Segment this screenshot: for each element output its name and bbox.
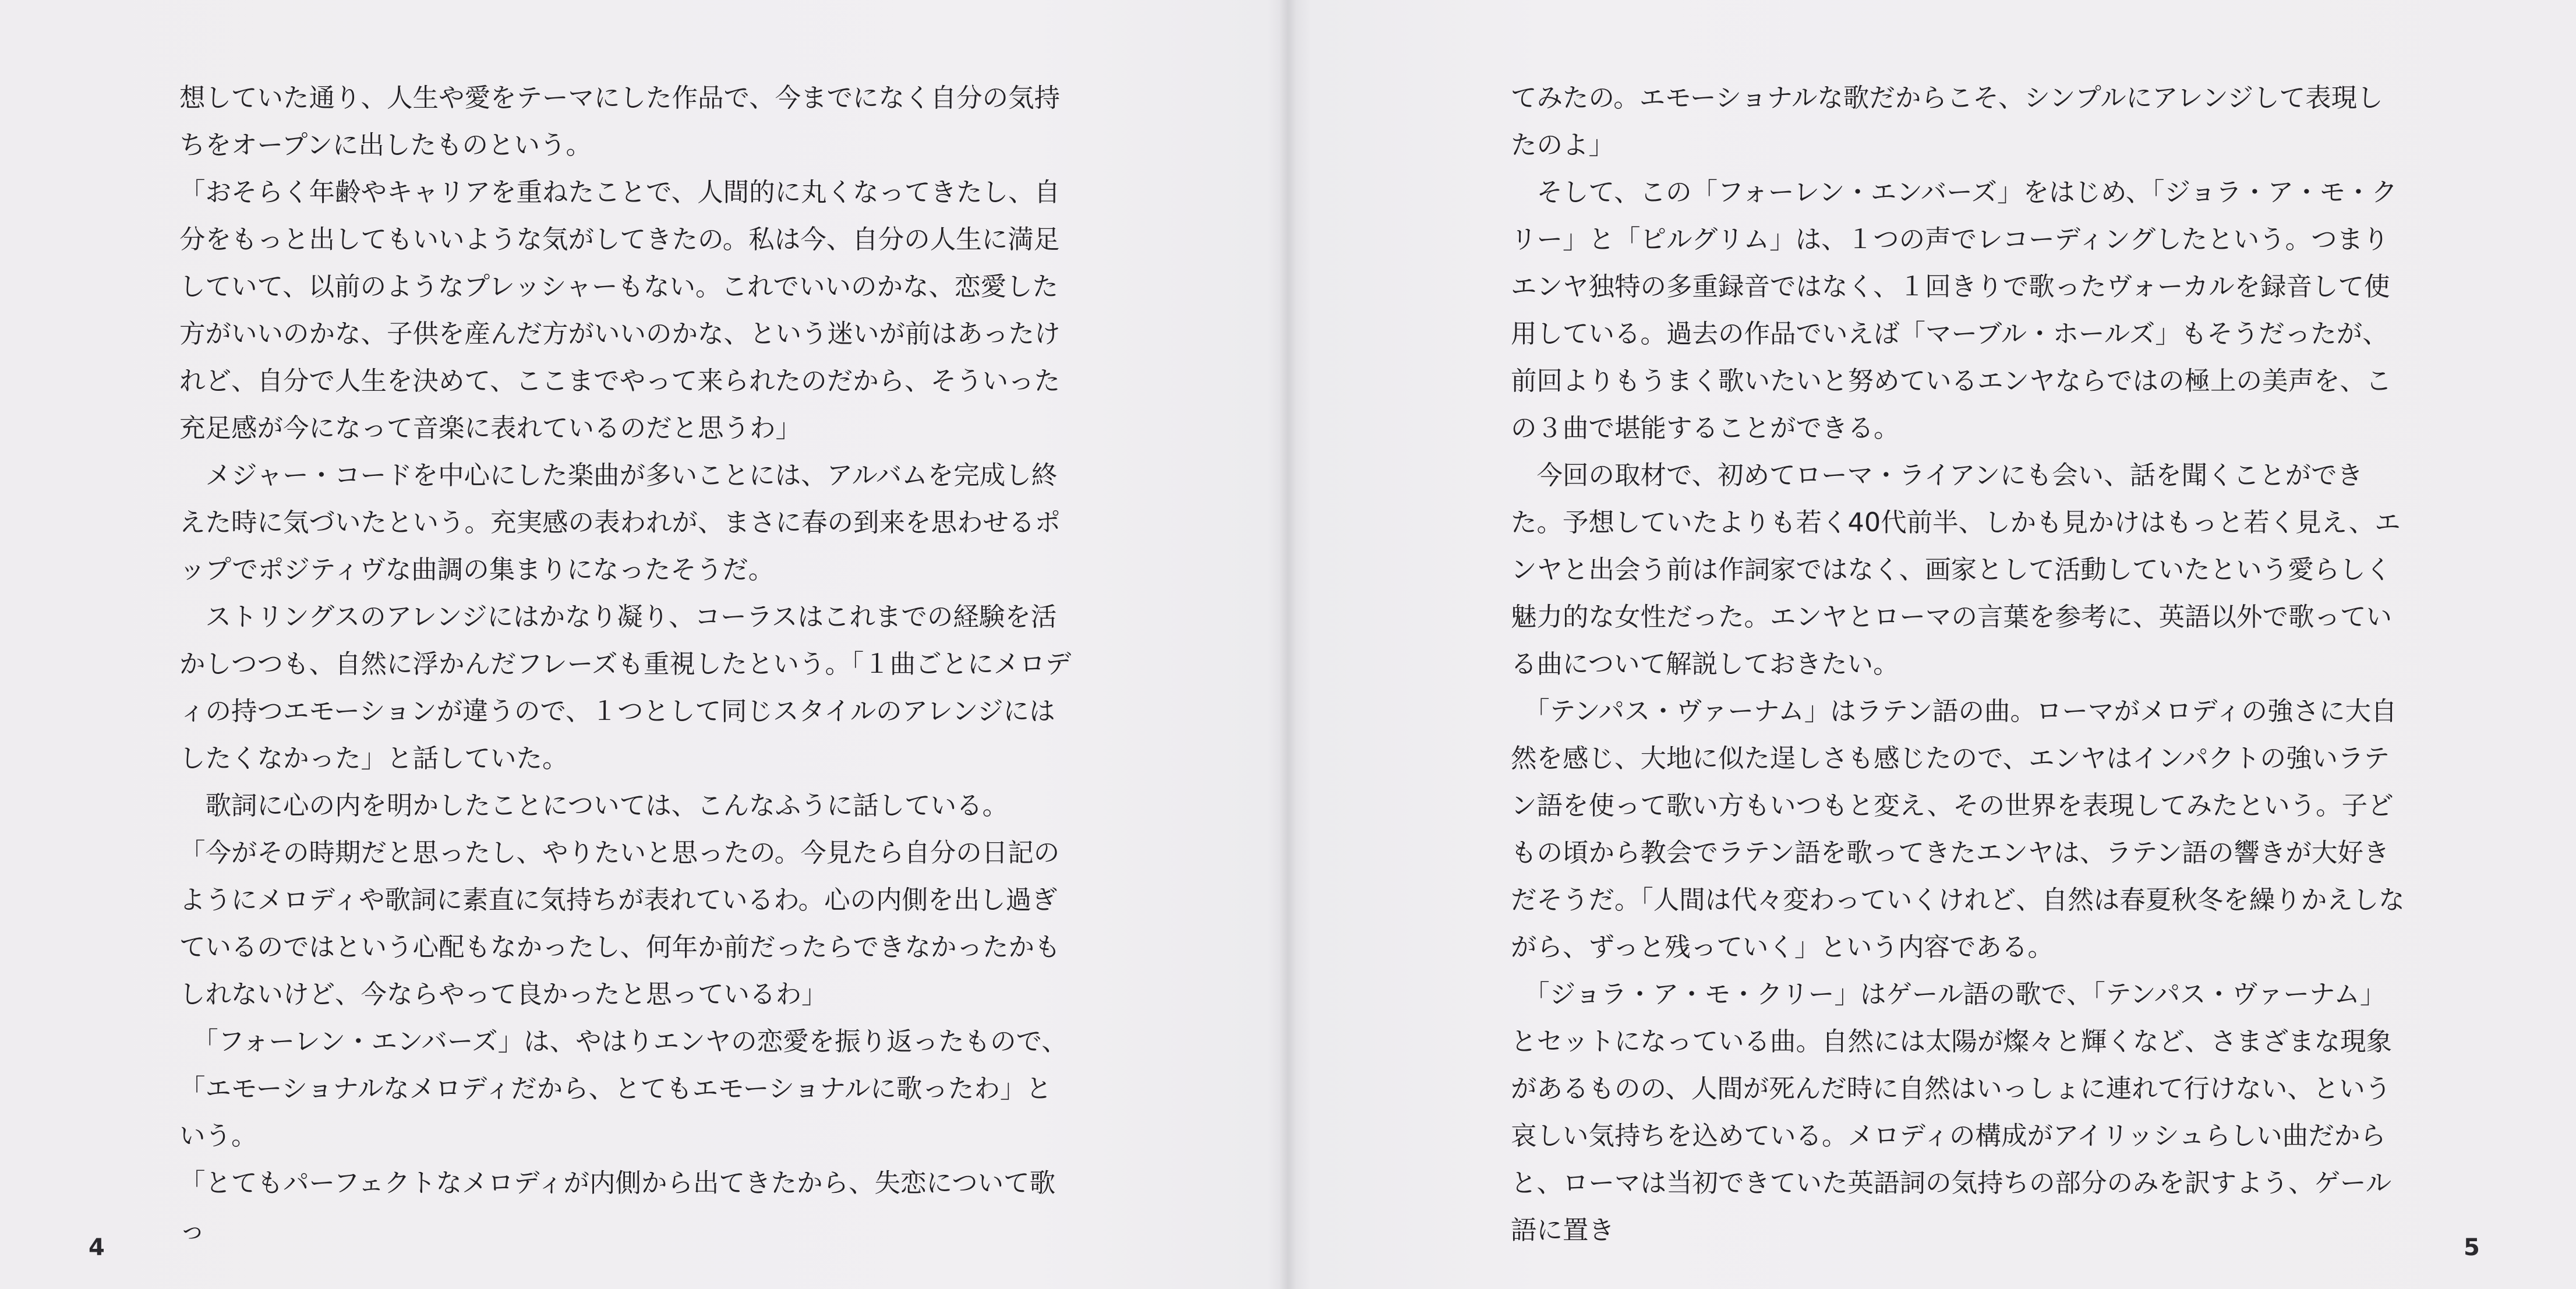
paragraph: ストリングスのアレンジにはかなり凝り、コーラスはこれまでの経験を活かしつつも、自然に浮かんだフレーズも重視したという。「１曲ごとにメロディの持つエモーションが違うので、１つとして同じスタイルのアレンジにはしたくなかった」と話していた。 (179, 602, 1072, 774)
paragraph: 「とてもパーフェクトなメロディが内側から出てきたから、失恋について歌っ (179, 1168, 1056, 1245)
paragraph: 歌詞に心の内を明かしたことについては、こんなふうに話している。 (179, 791, 1009, 821)
page-number-right: 5 (2464, 1234, 2480, 1261)
left-page-body (179, 75, 1074, 1254)
paragraph: てみたの。エモーショナルな歌だからこそ、シンプルにアレンジして表現したのよ」 (1511, 83, 2383, 160)
page-number-left: 4 (89, 1234, 105, 1261)
paragraph: 「おそらく年齢やキャリアを重ねたことで、人間的に丸くなってきたし、自分をもっと出してもいいような気がしてきたの。私は今、自分の人生に満足していて、以前のようなプレッシャーもない。これでいいのかな、恋愛した方がいいのかな、子供を産んだ方がいいのかな、という迷いが前はあったけれど、自分で人生を決めて、ここまでやって来られたのだから、そういった充足感が今になって音楽に表れているのだと思うわ」 (179, 178, 1061, 443)
paragraph: 「今がその時期だと思ったし、やりたいと思ったの。今見たら自分の日記のようにメロディや歌詞に素直に気持ちが表れているわ。心の内側を出し過ぎているのではという心配もなかったし、何年か前だったらできなかったかもしれないけど、今ならやって良かったと思っているわ」 (179, 838, 1061, 1009)
paragraph: 「ジョラ・ア・モ・クリー」はゲール語の歌で、「テンパス・ヴァーナム」とセットになっている曲。自然には太陽が燦々と輝くなど、さまざまな現象があるものの、人間が死んだ時に自然はいっしょに連れて行けない、という哀しい気持ちを込めている。メロディの構成がアイリッシュらしい曲だからと、ローマは当初できていた英語詞の気持ちの部分のみを訳すよう、ゲール語に置き (1511, 980, 2393, 1245)
paragraph: そして、この「フォーレン・エンバーズ」をはじめ、「ジョラ・ア・モ・クリー」と「ピルグリム」は、１つの声でレコーディングしたという。つまりエンヤ独特の多重録音ではなく、１回きりで歌ったヴォーカルを録音して使用している。過去の作品でいえば「マーブル・ホールズ」もそうだったが、前回よりもうまく歌いたいと努めているエンヤならではの極上の美声を、この３曲で堪能することができる。 (1511, 178, 2398, 443)
paragraph: メジャー・コードを中心にした楽曲が多いことには、アルバムを完成し終えた時に気づいたという。充実感の表われが、まさに春の到来を思わせるポップでポジティヴな曲調の集まりになったそうだ。 (179, 461, 1061, 585)
paragraph: 今回の取材で、初めてローマ・ライアンにも会い、話を聞くことができた。予想していたよりも若く40代前半、しかも見かけはもっと若く見え、エンヤと出会う前は作詞家ではなく、画家として活動していたという愛らしく魅力的な女性だった。エンヤとローマの言葉を参考に、英語以外で歌っている曲について解説しておきたい。 (1511, 461, 2401, 679)
paragraph: 「テンパス・ヴァーナム」はラテン語の曲。ローマがメロディの強さに大自然を感じ、大地に似た逞しさも感じたので、エンヤはインパクトの強いラテン語を使って歌い方もいつもと変え、その世界を表現してみたという。子どもの頃から教会でラテン語を歌ってきたエンヤは、ラテン語の響きが大好きだそうだ。「人間は代々変わっていくけれど、自然は春夏秋冬を繰りかえしながら、ずっと残っていく」という内容である。 (1511, 697, 2405, 962)
paragraph: 「フォーレン・エンバーズ」は、やはりエンヤの恋愛を振り返ったもので、「エモーショナルなメロディだから、とてもエモーショナルに歌ったわ」という。 (179, 1027, 1068, 1151)
right-page (1288, 0, 2576, 1289)
paragraph: 想していた通り、人生や愛をテーマにした作品で、今までになく自分の気持ちをオープンに出したものという。 (179, 83, 1061, 160)
right-page-body (1511, 75, 2405, 1254)
